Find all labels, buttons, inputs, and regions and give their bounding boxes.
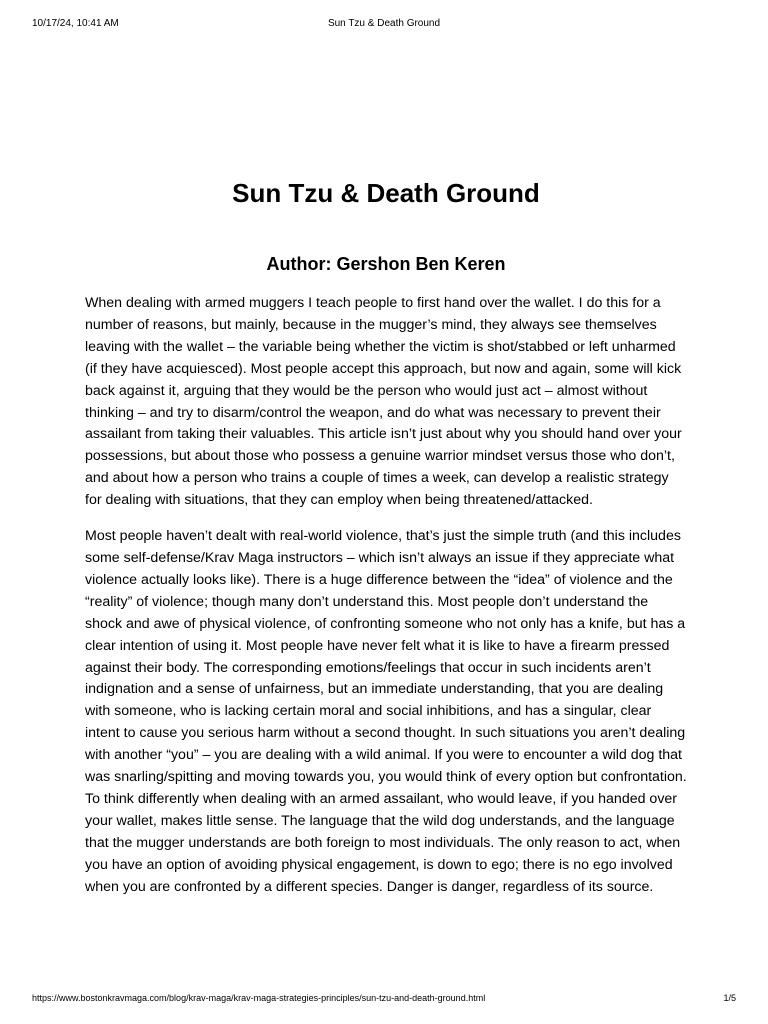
print-header (32, 17, 736, 31)
article-paragraph: Most people haven’t dealt with real-world violence, that’s just the simple truth (and this includes some self-defense/Krav Maga instructors – which isn’t always an issue if they appreciate what violence actually looks like). There is a huge difference between the “idea” of violence and the “reality” of violence; though many don’t understand this. Most people don’t understand the shock and awe of physical violence, of confronting someone who not only has a knife, but has a clear intention of using it. Most people have never felt what it is like to have a firearm pressed against their body. The corresponding emotions/feelings that occur in such incidents aren’t indignation and a sense of unfairness, but an immediate understanding, that you are dealing with someone, who is lacking certain moral and social inhibitions, and has a singular, clear intent to cause you serious harm without a second thought. In such situations you aren’t dealing with another “you” – you are dealing with a wild animal. If you were to encounter a wild dog that was snarling/spitting and moving towards you, you would think of every option but confrontation. To think differently when dealing with an armed assailant, who would leave, if you handed over your wallet, makes little sense. The language that the wild dog understands, and the language that the mugger understands are both foreign to most individuals. The only reason to act, when you have an option of avoiding physical engagement, is down to ego; there is no ego involved when you are confronted by a different species. Danger is danger, regardless of its source. (85, 528, 687, 895)
article (85, 176, 687, 898)
print-datetime: 10/17/24, 10:41 AM (32, 18, 119, 29)
print-url: https://www.bostonkravmaga.com/blog/krav-maga/krav-maga-strategies-principles/sun-tzu-and-death-ground.html (32, 993, 486, 1003)
article-paragraph: When dealing with armed muggers I teach people to first hand over the wallet. I do this for a number of reasons, but mainly, because in the mugger’s mind, they always see themselves leaving with the wallet – the variable being whether the victim is shot/stabbed or left unharmed (if they have acquiesced). Most people accept this approach, but now and again, some will kick back against it, arguing that they would be the person who would just act – almost without thinking – and try to disarm/control the weapon, and do what was necessary to prevent their assailant from taking their valuables. This article isn’t just about why you should hand over your possessions, but about those who possess a genuine warrior mindset versus those who don’t, and about how a person who trains a couple of times a week, can develop a realistic strategy for dealing with situations, that they can employ when being threatened/attacked. (85, 295, 682, 509)
page-indicator: 1/5 (723, 993, 736, 1003)
print-document-title: Sun Tzu & Death Ground (327, 18, 441, 29)
article-author: Author: Gershon Ben Keren (266, 254, 506, 274)
article-title: Sun Tzu & Death Ground (232, 178, 540, 208)
print-footer (32, 991, 736, 1005)
